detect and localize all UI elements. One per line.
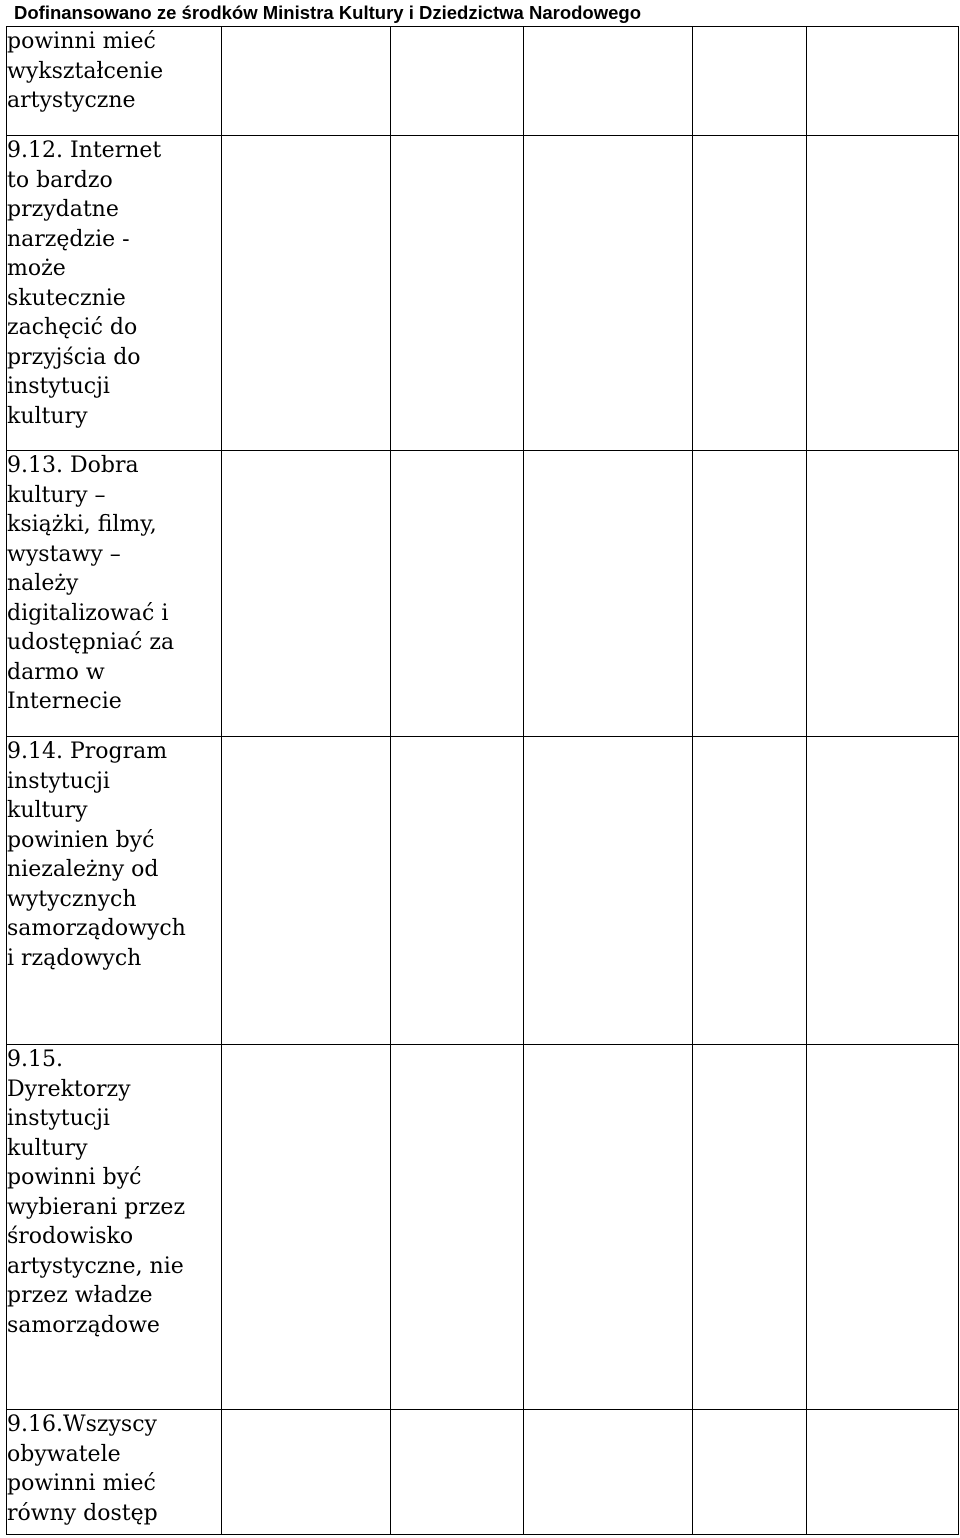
answer-cell[interactable] <box>391 136 524 451</box>
answer-cell[interactable] <box>391 27 524 136</box>
answer-cell[interactable] <box>524 737 693 1045</box>
answer-cell[interactable] <box>524 1045 693 1410</box>
statement-cell: 9.14. Program instytucji kultury powinien być niezależny od wytycznych samorządowych i rządowych <box>7 737 222 1045</box>
survey-table <box>6 26 959 1535</box>
answer-cell[interactable] <box>222 1045 391 1410</box>
answer-cell[interactable] <box>524 451 693 737</box>
table-row <box>7 737 959 1045</box>
answer-cell[interactable] <box>693 136 807 451</box>
answer-cell[interactable] <box>391 1045 524 1410</box>
answer-cell[interactable] <box>222 451 391 737</box>
answer-cell[interactable] <box>222 1410 391 1535</box>
answer-cell[interactable] <box>222 737 391 1045</box>
table-row <box>7 451 959 737</box>
answer-cell[interactable] <box>693 1410 807 1535</box>
table-row <box>7 1410 959 1535</box>
answer-cell[interactable] <box>524 136 693 451</box>
statement-cell: 9.16.Wszyscy obywatele powinni mieć równy dostęp <box>7 1410 222 1535</box>
table-row <box>7 136 959 451</box>
answer-cell[interactable] <box>391 451 524 737</box>
answer-cell[interactable] <box>391 737 524 1045</box>
answer-cell[interactable] <box>222 27 391 136</box>
table-row <box>7 27 959 136</box>
funding-header: Dofinansowano ze środków Ministra Kultury i Dziedzictwa Narodowego <box>14 2 642 23</box>
answer-cell[interactable] <box>693 451 807 737</box>
statement-cell: 9.13. Dobra kultury – książki, filmy, wystawy – należy digitalizować i udostępniać za darmo w Internecie <box>7 451 222 737</box>
answer-cell[interactable] <box>807 1045 959 1410</box>
answer-cell[interactable] <box>391 1410 524 1535</box>
answer-cell[interactable] <box>807 136 959 451</box>
answer-cell[interactable] <box>693 737 807 1045</box>
answer-cell[interactable] <box>807 451 959 737</box>
answer-cell[interactable] <box>693 27 807 136</box>
statement-cell: powinni mieć wykształcenie artystyczne <box>7 27 222 136</box>
statement-cell: 9.12. Internet to bardzo przydatne narzędzie - może skutecznie zachęcić do przyjścia do instytucji kultury <box>7 136 222 451</box>
statement-cell: 9.15. Dyrektorzy instytucji kultury powinni być wybierani przez środowisko artystyczne, nie przez władze samorządowe <box>7 1045 222 1410</box>
answer-cell[interactable] <box>524 1410 693 1535</box>
answer-cell[interactable] <box>807 737 959 1045</box>
answer-cell[interactable] <box>222 136 391 451</box>
answer-cell[interactable] <box>807 27 959 136</box>
table-row <box>7 1045 959 1410</box>
answer-cell[interactable] <box>807 1410 959 1535</box>
answer-cell[interactable] <box>524 27 693 136</box>
answer-cell[interactable] <box>693 1045 807 1410</box>
